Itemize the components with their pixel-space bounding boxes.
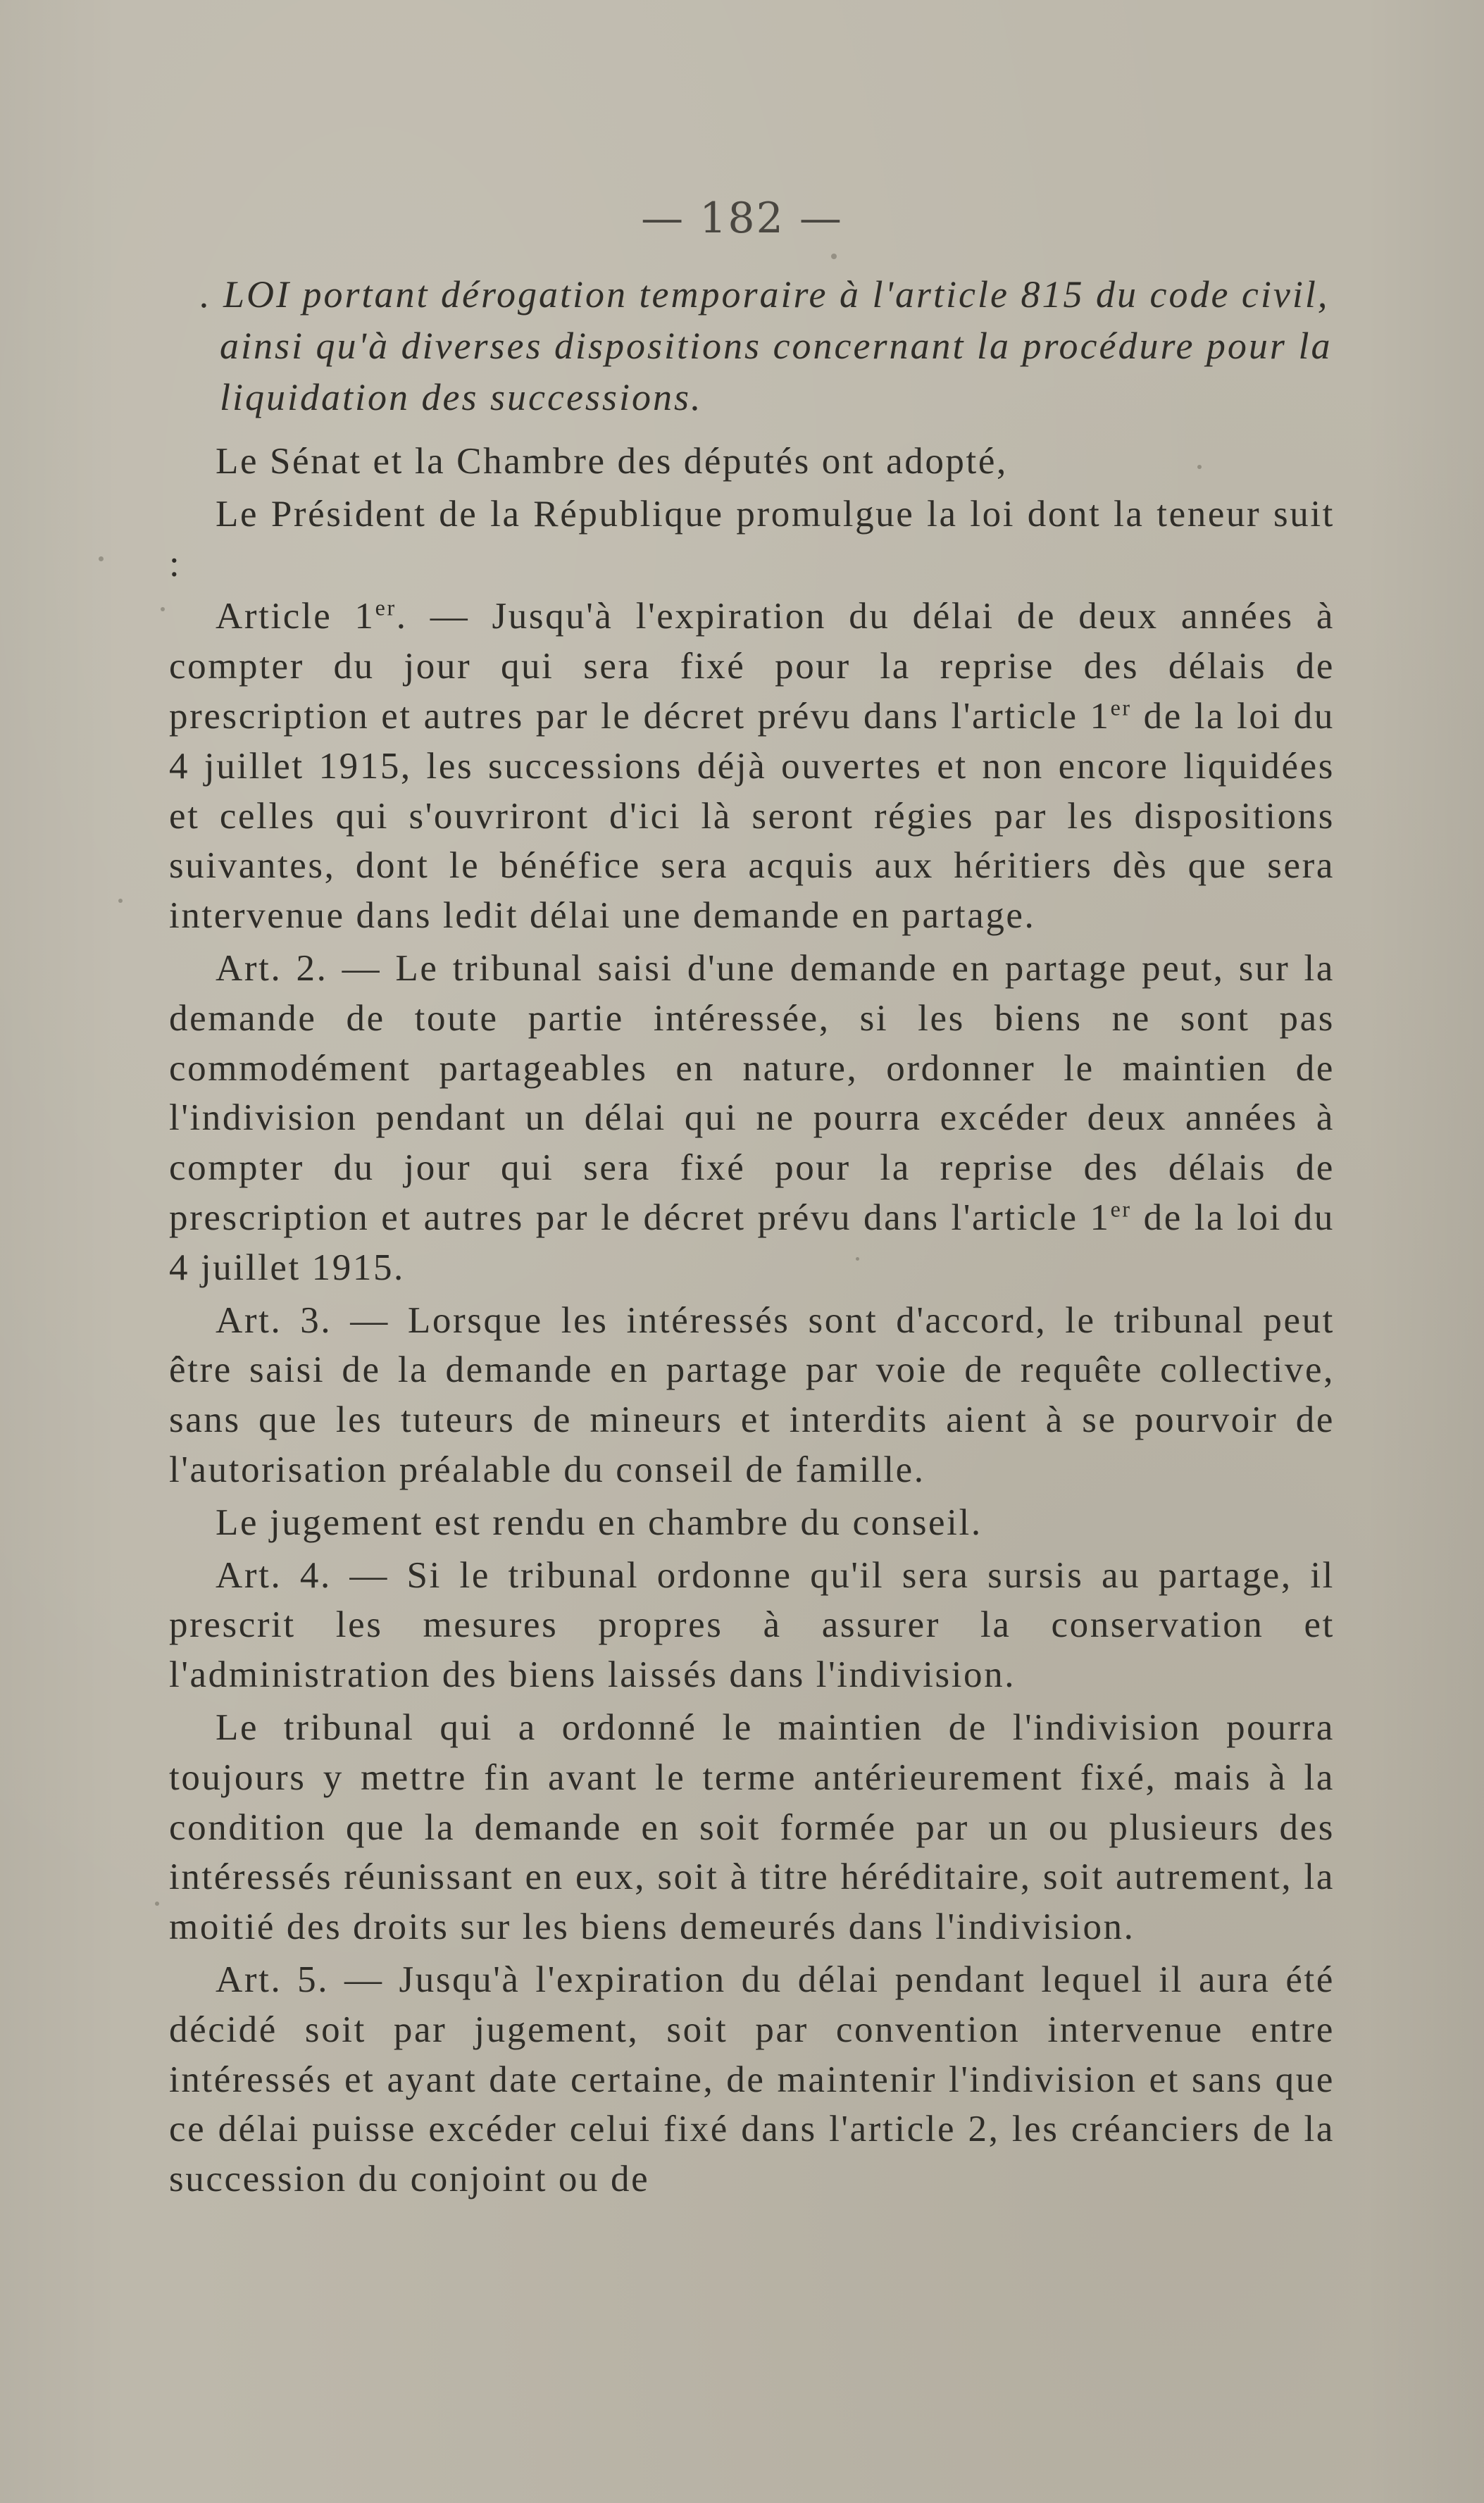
paper-speck [118, 899, 123, 903]
article-3-paragraph-2-text: Le jugement est rendu en chambre du conseil. [216, 1502, 983, 1543]
paper-speck [155, 1902, 159, 1906]
article-5 [169, 1955, 1335, 2204]
article-3-paragraph-2 [169, 1498, 1335, 1548]
article-2-label: Art. 2 [216, 947, 317, 989]
article-2-text-sup: er [1110, 1196, 1132, 1222]
article-3-text: . — Lorsque les intéressés sont d'accord, le tribunal peut être saisi de la demande en partage par voie de requête collective, sans que les tuteurs de mineurs et interdits aient à se pourvoir de l'autorisation préalable du conseil de famille. [169, 1299, 1335, 1490]
paper-speck [161, 607, 165, 611]
article-2-text-part-1: . — Le tribunal saisi d'une demande en partage peut, sur la demande de toute partie intéressée, si les biens ne sont pas commodément partageables en nature, ordonner le maintien de l'indivision pendant un délai qui ne pourra excéder deux années à compter du jour qui sera fixé pour la reprise des délais de prescription et autres par le décret prévu dans l'article 1 [169, 947, 1335, 1238]
paper-speck [99, 556, 104, 561]
paper-speck [1197, 465, 1202, 469]
article-3-label: Art. 3 [216, 1299, 321, 1341]
article-1-label: Article 1 [216, 596, 375, 637]
paper-speck [856, 1257, 859, 1261]
article-4-text: . — Si le tribunal ordonne qu'il sera sursis au partage, il prescrit les mesures propres à assurer la conservation et l'administration des biens laissés dans l'indivision. [169, 1554, 1335, 1696]
article-4 [169, 1551, 1335, 1700]
article-4-label: Art. 4 [216, 1554, 320, 1596]
article-1 [169, 592, 1335, 941]
intro-paragraph-adoption: Le Sénat et la Chambre des députés ont adopté, [216, 441, 1008, 482]
article-5-label: Art. 5 [216, 1959, 318, 2000]
article-5-text: . — Jusqu'à l'expiration du délai pendant lequel il aura été décidé soit par jugement, soit par convention intervenue entre intéressés et ayant date certaine, de maintenir l'indivision et sans que ce délai puisse excéder celui fixé dans l'article 2, les créanciers de la succession du conjoint ou de [169, 1959, 1335, 2200]
law-body [169, 437, 1335, 2207]
intro-paragraph-promulgation: Le Président de la République promulgue la loi dont la teneur suit : [169, 493, 1335, 585]
article-2-text-part-2: de la loi du 4 juillet 1915. [169, 1197, 1335, 1288]
article-1-text-part-1: . — Jusqu'à l'expiration du délai de deux années à compter du jour qui sera fixé pour la reprise des délais de prescription et autres par le décret prévu dans l'article 1 [169, 596, 1335, 737]
article-4-paragraph-2-text: Le tribunal qui a ordonné le maintien de l'indivision pourra toujours y mettre fin avant le terme antérieurement fixé, mais à la condition que la demande en soit formée par un ou plusieurs des intéressés réunissant en eux, soit à titre héréditaire, soit autrement, la moitié des droits sur les biens demeurés dans l'indivision. [169, 1706, 1335, 1948]
article-1-text-part-2: de la loi du 4 juillet 1915, les successions déjà ouvertes et non encore liquidées et celles qui s'ouvriront d'ici là seront régies par les dispositions suivantes, dont le bénéfice sera acquis aux héritiers dès que sera intervenue dans ledit délai une demande en partage. [169, 695, 1335, 937]
page-number: — 182 — [641, 194, 843, 243]
article-4-paragraph-2 [169, 1703, 1335, 1952]
law-title: . LOI portant dérogation temporaire à l'article 815 du code civil, ainsi qu'à diverses dispositions concernant la procédure pour la liquidation des successions. [200, 273, 1333, 418]
article-1-text-sup: er [1110, 694, 1132, 720]
article-1-label-sup: er [375, 594, 397, 620]
paper-speck [831, 254, 837, 259]
article-2 [169, 944, 1335, 1293]
article-3 [169, 1296, 1335, 1495]
